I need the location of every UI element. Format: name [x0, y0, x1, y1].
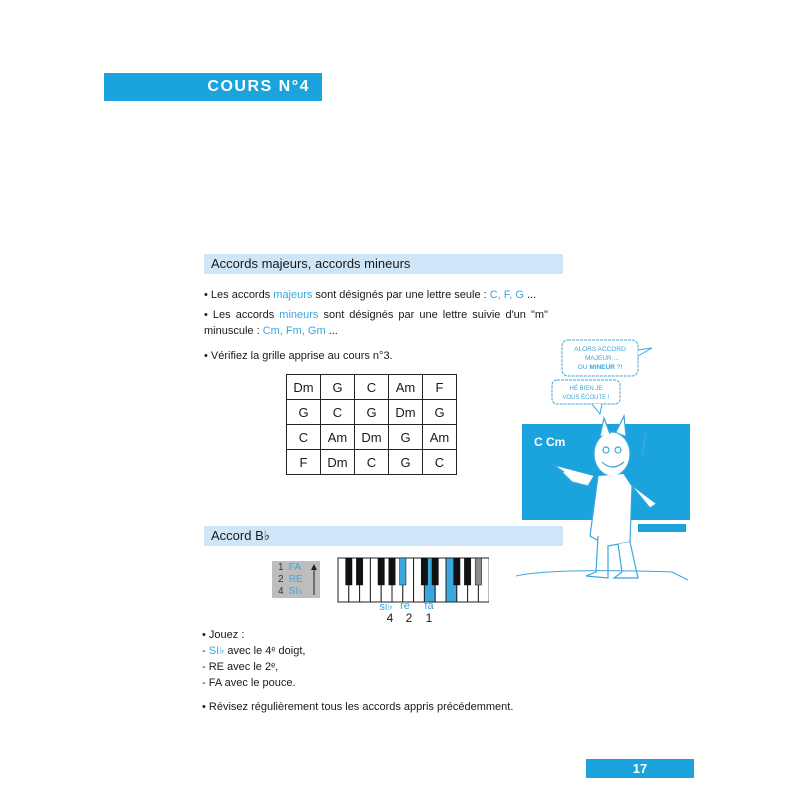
chord-cell: C: [423, 450, 457, 475]
highlight-major-examples: C, F, G: [489, 289, 524, 301]
black-key: [378, 558, 384, 585]
chord-cell: C: [355, 375, 389, 400]
board-ledge: [638, 524, 686, 532]
chord-cell: Dm: [321, 450, 355, 475]
highlight-minor: mineurs: [279, 309, 319, 321]
black-key: [400, 558, 406, 585]
finger-number: 4: [386, 611, 394, 625]
chord-grid: [286, 374, 457, 475]
text: • Les accords: [204, 309, 280, 321]
fingering-row: [278, 562, 301, 574]
bullet-major-chords: [204, 287, 536, 303]
highlight-note: SI♭: [208, 645, 225, 657]
grid-row: [287, 425, 457, 450]
fingering-row: [278, 586, 303, 598]
section-title-bflat: Accord B♭: [204, 526, 563, 546]
chord-cell: G: [389, 425, 423, 450]
fingering-row: [278, 574, 303, 586]
bubble-1-line-2: [585, 355, 619, 362]
text: -: [202, 645, 209, 657]
instruction-revise: • Révisez régulièrement tous les accords appris précédemment.: [202, 701, 514, 713]
bullet-minor-chords-line2: [204, 323, 338, 339]
grid-row: [287, 375, 457, 400]
chord-cell: G: [287, 400, 321, 425]
text: ...: [523, 289, 537, 301]
section-title-chords: Accords majeurs, accords mineurs: [204, 254, 563, 274]
black-key: [464, 558, 470, 585]
finger-number: 1: [278, 562, 284, 573]
instruction-line-3: - FA avec le pouce.: [202, 677, 296, 689]
bubble-1-line-3: [578, 364, 623, 371]
text: sont désignés par une lettre suivie d'un "m": [318, 309, 548, 321]
finger-number: 4: [278, 586, 284, 597]
chord-cell: Am: [321, 425, 355, 450]
highlight-minor-examples: Cm, Fm, Gm: [262, 325, 326, 337]
chord-cell: G: [423, 400, 457, 425]
bubble-1-line-1: ALORS ACCORD: [574, 346, 626, 353]
text: minuscule :: [204, 325, 263, 337]
text: sont désignés par une lettre seule :: [312, 289, 490, 301]
black-key: [454, 558, 460, 585]
chord-cell: G: [355, 400, 389, 425]
chord-cell: C: [355, 450, 389, 475]
chord-cell: Dm: [287, 375, 321, 400]
note-name: fa: [424, 600, 434, 612]
page-number: 17: [586, 759, 694, 778]
black-key: [346, 558, 352, 585]
grid-row: [287, 450, 457, 475]
text: ...: [325, 325, 338, 337]
black-key: [432, 558, 438, 585]
text: avec le 4ᵉ doigt,: [224, 645, 306, 657]
black-key: [421, 558, 427, 585]
chord-cell: C: [321, 400, 355, 425]
black-key: [475, 558, 481, 585]
text: • Les accords: [204, 289, 274, 301]
bubble-2-line-2: VOUS ÉCOUTE !: [562, 395, 610, 401]
grid-row: [287, 400, 457, 425]
text: OU: [577, 364, 590, 371]
instruction-play: • Jouez :: [202, 629, 245, 641]
bubble-1-line-2-text: MAJEUR ...: [585, 355, 619, 362]
note-name: si♭: [379, 601, 393, 613]
chord-cell: Dm: [355, 425, 389, 450]
black-key: [389, 558, 395, 585]
finger-note: SI♭: [288, 586, 303, 597]
chalkboard-text: C Cm: [534, 435, 566, 449]
arrow-up-icon: [310, 564, 318, 596]
teacher-cartoon: [512, 336, 692, 586]
chord-cell: Am: [389, 375, 423, 400]
chord-cell: G: [321, 375, 355, 400]
chord-cell: G: [389, 450, 423, 475]
chord-cell: C: [287, 425, 321, 450]
chord-cell: Dm: [389, 400, 423, 425]
highlight-major: majeurs: [273, 289, 313, 301]
note-name: ré: [400, 600, 410, 612]
bullet-check-grid: • Vérifiez la grille apprise au cours n°3.: [204, 350, 393, 362]
chord-cell: F: [287, 450, 321, 475]
bullet-minor-chords: [204, 307, 566, 323]
fingering-box: [272, 561, 320, 598]
instruction-line-2: - RE avec le 2ᵉ,: [202, 661, 279, 673]
instruction-line-1: [202, 643, 305, 659]
lesson-title-banner: COURS N°4: [104, 73, 322, 101]
finger-number: 2: [278, 574, 284, 585]
bubble-2-line-1: HÉ BIEN JE: [569, 386, 603, 392]
chord-cell: F: [423, 375, 457, 400]
finger-note: RE: [288, 574, 303, 585]
piano-keyboard: [337, 557, 489, 603]
text: ?!: [614, 364, 623, 371]
finger-number: 1: [425, 611, 433, 625]
chord-cell: Am: [423, 425, 457, 450]
finger-number: 2: [405, 611, 413, 625]
finger-note: FA: [288, 562, 302, 573]
black-key: [356, 558, 362, 585]
text: MINEUR: [589, 364, 615, 371]
